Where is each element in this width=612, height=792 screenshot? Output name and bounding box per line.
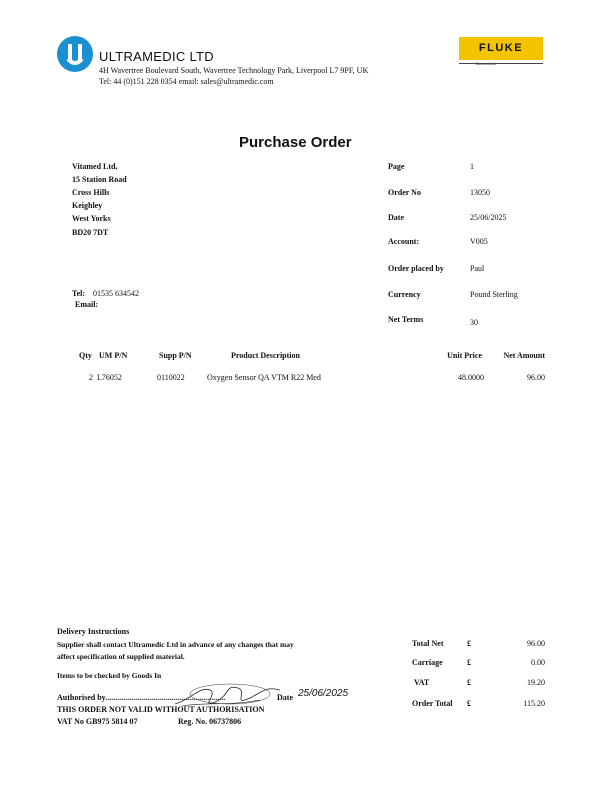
- row-unit-price: 48.0000: [458, 373, 484, 382]
- row-um-pn: L76052: [97, 373, 122, 382]
- order-info-label: Order No: [388, 188, 421, 197]
- total-label: Total Net: [412, 639, 444, 648]
- table-header-net-amount: Net Amount: [503, 351, 545, 360]
- fluke-logo-text: FLUKE: [478, 42, 524, 54]
- reg-number: Reg. No. 06737806: [178, 717, 242, 726]
- total-currency: £: [467, 699, 471, 708]
- not-valid-notice: THIS ORDER NOT VALID WITHOUT AUTHORISATION: [57, 705, 265, 714]
- table-header-supp-pn: Supp P/N: [159, 351, 192, 360]
- order-info-value: Paul: [470, 264, 485, 273]
- total-value: 19.20: [527, 678, 545, 687]
- supplier-line: Cross Hills: [72, 188, 110, 197]
- supplier-email-label: Email:: [75, 300, 99, 309]
- order-info-value: 1: [470, 162, 474, 171]
- order-info-value: Pound Sterling: [470, 290, 518, 299]
- row-qty: 2: [89, 373, 93, 382]
- table-header-unit-price: Unit Price: [447, 351, 482, 360]
- total-label: Order Total: [412, 699, 453, 708]
- supplier-line: Keighley: [72, 201, 103, 210]
- table-header-um-pn: UM P/N: [99, 351, 128, 360]
- total-value: 96.00: [527, 639, 545, 648]
- supplier-line: BD20 7DT: [72, 228, 109, 237]
- order-info-value: V005: [470, 237, 488, 246]
- order-info-value: 30: [470, 318, 478, 327]
- fluke-logo: [459, 37, 543, 60]
- order-info-label: Date: [388, 213, 404, 222]
- order-info-label: Page: [388, 162, 405, 171]
- total-currency: £: [467, 639, 471, 648]
- order-info-label: Currency: [388, 290, 421, 299]
- delivery-title: Delivery Instructions: [57, 627, 130, 636]
- supplier-line: West Yorks: [72, 214, 111, 223]
- table-header-description: Product Description: [231, 351, 300, 360]
- order-info-label: Account:: [388, 237, 420, 246]
- date-handwritten: 25/06/2025: [298, 688, 349, 699]
- total-currency: £: [467, 658, 471, 667]
- total-label: VAT: [414, 678, 430, 687]
- date-label: Date: [277, 693, 293, 702]
- company-contact: Tel: 44 (0)151 228 0354 email: sales@ultramedic.com: [99, 77, 274, 86]
- row-supp-pn: 0110022: [157, 373, 185, 382]
- order-info-label: Net Terms: [388, 315, 424, 324]
- total-label: Carriage: [412, 658, 443, 667]
- order-info-label: Order placed by: [388, 264, 444, 273]
- table-header-qty: Qty: [79, 351, 92, 360]
- supplier-tel-label: Tel:: [72, 289, 86, 298]
- vat-number: VAT No GB975 5814 07: [57, 717, 138, 726]
- company-address: 4H Wavertree Boulevard South, Wavertree Technology Park, Liverpool L7 9PF, UK: [99, 66, 369, 75]
- goods-check-note: Items to be checked by Goods In: [57, 671, 162, 680]
- row-description: Oxygen Sensor QA VTM R22 Med: [207, 373, 321, 382]
- authorised-by: Authorised by............................................................: [57, 693, 226, 702]
- page-title: Purchase Order: [239, 134, 352, 151]
- delivery-text-line: affect specification of supplied material.: [57, 652, 185, 661]
- order-info-value: 25/06/2025: [470, 213, 507, 222]
- fluke-divider: [459, 63, 543, 64]
- supplier-tel: 01535 634542: [93, 289, 139, 298]
- row-net-amount: 96.00: [527, 373, 545, 382]
- supplier-line: Vitamed Ltd,: [72, 162, 118, 171]
- company-name: ULTRAMEDIC LTD: [99, 49, 214, 64]
- delivery-text-line: Supplier shall contact Ultramedic Ltd in advance of any changes that may: [57, 640, 294, 649]
- total-value: 0.00: [531, 658, 545, 667]
- total-currency: £: [467, 678, 471, 687]
- supplier-line: 15 Station Road: [72, 175, 127, 184]
- ultramedic-logo-icon: [57, 36, 93, 72]
- order-info-value: 13050: [470, 188, 490, 197]
- fluke-tagline: Biomedical: [476, 61, 496, 66]
- total-value: 115.20: [523, 699, 545, 708]
